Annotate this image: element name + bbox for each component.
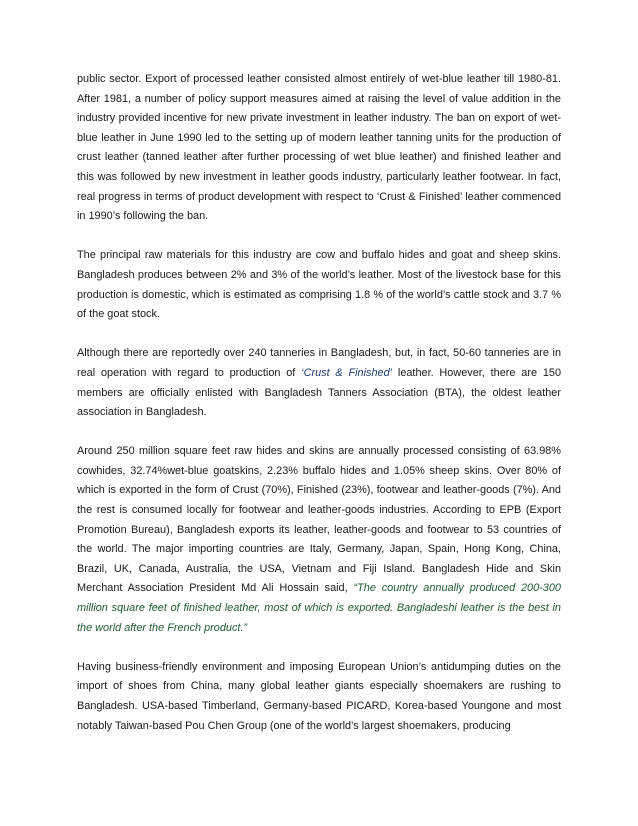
paragraph-raw-materials: The principal raw materials for this industry are cow and buffalo hides and goat and sheep skins. Bangladesh produces between 2% and 3% of the world’s leather. Most of the livestock base for this production is domestic, which is estimated as comprising 1.8 % of the world’s cattle stock and 3.7 % of the goat stock.	[77, 249, 561, 321]
paragraph-global-investment: Having business-friendly environment and imposing European Union’s antidumping duties on the import of shoes from China, many global leather giants especially shoemakers are rushing to Bangladesh. USA-based Timberland, Germany-based PICARD, Korea-based Youngone and most notably Taiwan-based Pou Chen Group (one of the world’s largest shoemakers, producing	[77, 660, 561, 732]
ali-hossain-quote: “The country annually produced 200-300 million square feet of finished leather, most of which is exported. Bangladeshi leather is the best in the world after the French product.”	[77, 582, 561, 634]
paragraph-exports-text: Around 250 million square feet raw hides and skins are annually processed consisting of 63.98% cowhides, 32.74%wet-blue goatskins, 2.23% buffalo hides and 1.05% sheep skins. Over 80% of which is exported in the form of Crust (70%), Finished (23%), footwear and leather-goods (7%). And the rest is consumed locally for footwear and leather-goods industries. According to EPB (Export Promotion Bureau), Bangladesh exports its leather, leather-goods and footwear to 53 countries of the world. The major importing countries are Italy, Germany, Japan, Spain, Hong Kong, China, Brazil, UK, Canada, Australia, the USA, Vietnam and Fiji Island. Bangladesh Hide and Skin Merchant Association President Md Ali Hossain said,	[77, 445, 561, 595]
paragraph-tanneries-text-before: Although there are reportedly over 240 tanneries in Bangladesh, but, in fact, 50-60 tanneries are in real operation with regard to production of	[77, 347, 561, 379]
paragraph-exports	[77, 442, 561, 638]
crust-finished-emphasis: ‘Crust & Finished’	[301, 366, 393, 379]
paragraph-leather-history: public sector. Export of processed leather consisted almost entirely of wet-blue leather till 1980-81. After 1981, a number of policy support measures aimed at raising the level of value addition in the industry provided incentive for new private investment in leather industry. The ban on export of wet-blue leather in June 1990 led to the setting up of modern leather tanning units for the production of crust leather (tanned leather after further processing of wet blue leather) and finished leather and this was followed by new investment in leather goods industry, particularly leather footwear. In fact, real progress in terms of product development with respect to ‘Crust & Finished’ leather commenced in 1990’s following the ban.	[77, 73, 561, 223]
document-body	[77, 70, 561, 736]
paragraph-tanneries	[77, 344, 561, 422]
paragraph-tanneries-text-after: leather. However, there are 150 members are officially enlisted with Bangladesh Tanners Association (BTA), the oldest leather association in Bangladesh.	[77, 366, 562, 419]
